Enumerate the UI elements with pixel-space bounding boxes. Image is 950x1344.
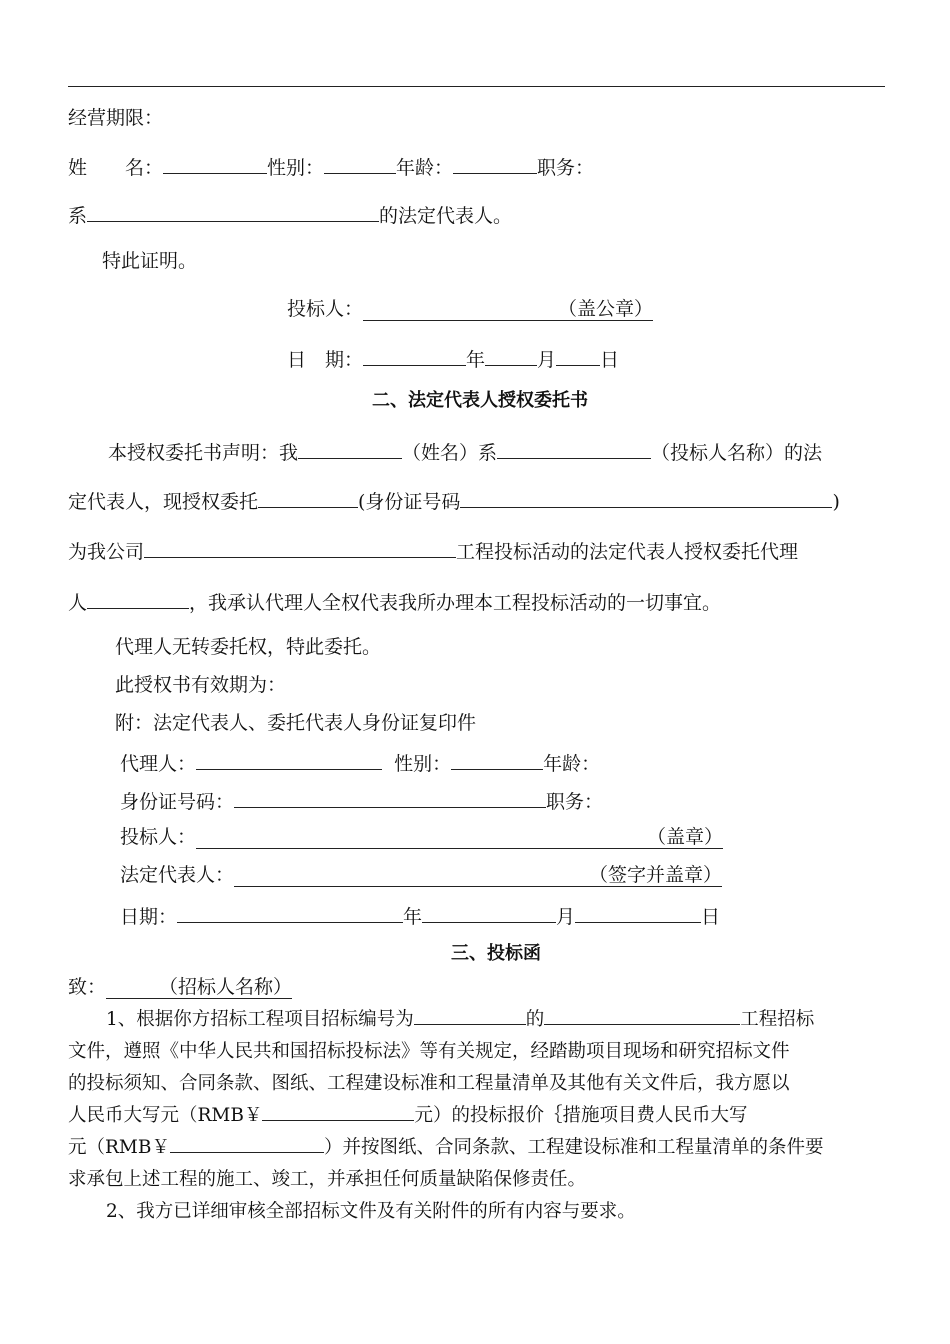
- letter-p1-l6: 求承包上述工程的施工、竣工，并承担任何质量缺陷保修责任。: [68, 1169, 587, 1190]
- company-blank[interactable]: [87, 201, 379, 222]
- auth-p1-c: （投标人名称）的法: [651, 442, 823, 464]
- auth-p3-a: 为我公司: [68, 541, 145, 563]
- auth-id-blank[interactable]: [460, 487, 832, 508]
- cert-seal-note: （盖公章）: [558, 298, 654, 320]
- position-label: 职务：: [537, 157, 595, 179]
- auth-bidder-blank[interactable]: [497, 438, 651, 459]
- letter-p1-l1-c: 工程招标: [740, 1009, 815, 1030]
- auth-bidder-row: [120, 825, 723, 849]
- letter-to-row: [68, 975, 292, 999]
- cert-year: 年: [466, 349, 486, 371]
- legal-rep-suffix: 的法定代表人。: [379, 205, 513, 227]
- letter-p1-l4: [68, 1100, 880, 1132]
- hereby-certify: 特此证明。: [102, 250, 198, 272]
- auth-p1-a: 本授权委托书声明：我: [108, 442, 299, 464]
- agent-row: [120, 749, 600, 776]
- cert-month-blank[interactable]: [485, 345, 537, 366]
- legal-rep-row: [68, 201, 512, 228]
- auth-p1-b: （姓名）系: [402, 442, 498, 464]
- letter-p1-l3: 的投标须知、合同条款、图纸、工程建设标准和工程量清单及其他有关文件后，我方愿以: [68, 1073, 790, 1094]
- age-blank[interactable]: [453, 153, 537, 174]
- cert-date-row: [287, 345, 619, 372]
- project-name-blank[interactable]: [544, 1004, 740, 1025]
- letter-p1-l5-b: ）并按图纸、合同条款、工程建设标准和工程量清单的条件要: [323, 1137, 824, 1158]
- agent-position-label: 职务：: [546, 791, 604, 813]
- agent-id-row: [120, 787, 603, 814]
- auth-p4-a: 人: [68, 592, 88, 614]
- auth-legal-rep-blank[interactable]: [234, 864, 722, 887]
- cert-bidder-blank[interactable]: [363, 298, 653, 321]
- letter-p1-l2: 文件，遵照《中华人民共和国招标投标法》等有关规定，经踏勘项目现场和研究招标文件: [68, 1041, 790, 1062]
- auth-p4-b: ，我承认代理人全权代表我所办理本工程投标活动的一切事宜。: [189, 592, 722, 614]
- auth-p3: [68, 537, 798, 564]
- tender-no-blank[interactable]: [414, 1004, 526, 1025]
- bid-price-blank[interactable]: [262, 1100, 414, 1121]
- agent-label: 代理人：: [120, 753, 197, 775]
- cert-year-blank[interactable]: [363, 345, 466, 366]
- letter-p1-l4-b: 元）的投标报价｛措施项目费人民币大写: [414, 1105, 748, 1126]
- cert-day: 日: [600, 349, 620, 371]
- auth-heading: 二、法定代表人授权委托书: [372, 390, 588, 411]
- name-blank[interactable]: [163, 153, 267, 174]
- cert-bidder-label: 投标人：: [287, 298, 364, 320]
- auth-year-blank[interactable]: [177, 902, 403, 923]
- auth-project-blank[interactable]: [144, 537, 456, 558]
- auth-p2-a: 定代表人，现授权委托: [68, 491, 259, 513]
- letter-p1-l4-a: 人民币大写元（RMB￥: [68, 1105, 263, 1126]
- xi-text: 系: [68, 205, 88, 227]
- auth-attachment: 附：法定代表人、委托代表人身份证复印件: [115, 712, 477, 734]
- agent-age-label: 年龄：: [543, 753, 601, 775]
- auth-p2: [68, 487, 840, 514]
- letter-body: [68, 1004, 880, 1228]
- auth-month-blank[interactable]: [422, 902, 556, 923]
- letter-to-value: （招标人名称）: [159, 976, 293, 998]
- auth-p3-b: 工程投标活动的法定代表人授权委托代理: [456, 541, 799, 563]
- auth-day: 日: [701, 906, 721, 928]
- letter-p2: 2、我方已详细审核全部招标文件及有关附件的所有内容与要求。: [106, 1201, 636, 1222]
- agent-gender-blank[interactable]: [451, 749, 543, 770]
- agent-gender-label: 性别：: [394, 753, 452, 775]
- name-row: [68, 153, 594, 180]
- auth-p1: [108, 438, 822, 465]
- cert-month: 月: [537, 349, 557, 371]
- auth-p2-b: (身份证号码: [358, 491, 461, 513]
- agent-id-blank[interactable]: [234, 787, 546, 808]
- cert-bidder-row: [287, 297, 653, 321]
- auth-month: 月: [556, 906, 576, 928]
- agent-id-label: 身份证号码：: [120, 791, 235, 813]
- auth-legal-rep-row: [120, 863, 722, 887]
- auth-date-label: 日期：: [120, 906, 178, 928]
- letter-p1-l5: [68, 1132, 880, 1164]
- gender-blank[interactable]: [324, 153, 396, 174]
- auth-p2-c: ): [832, 491, 840, 513]
- letter-p1-l1: [68, 1004, 880, 1036]
- letter-p1-l5-a: 元（RMB￥: [68, 1137, 170, 1158]
- auth-name-blank[interactable]: [298, 438, 402, 459]
- auth-seal-note: （盖章）: [647, 826, 724, 848]
- auth-agent2-blank[interactable]: [87, 588, 189, 609]
- auth-p4: [68, 588, 721, 615]
- letter-to-label: 致：: [68, 976, 107, 998]
- auth-year: 年: [403, 906, 423, 928]
- auth-date-row: [120, 902, 720, 929]
- letter-to-blank[interactable]: [106, 976, 292, 999]
- header-rule: [68, 86, 885, 87]
- letter-p1-l1-b: 的: [525, 1009, 545, 1030]
- cert-date-label: 日 期：: [287, 349, 364, 371]
- auth-bidder-sig-blank[interactable]: [196, 826, 723, 849]
- age-label: 年龄：: [396, 157, 454, 179]
- letter-p1-l1-a: 1、根据你方招标工程项目招标编号为: [106, 1009, 414, 1030]
- auth-agent-blank[interactable]: [258, 487, 358, 508]
- auth-bidder-label: 投标人：: [120, 826, 197, 848]
- term-label: 经营期限：: [68, 107, 164, 129]
- gender-label: 性别：: [267, 157, 325, 179]
- auth-day-blank[interactable]: [575, 902, 701, 923]
- auth-validity: 此授权书有效期为：: [115, 674, 287, 696]
- measure-fee-blank[interactable]: [170, 1132, 324, 1153]
- name-label: 姓 名：: [68, 157, 164, 179]
- auth-legal-rep-label: 法定代表人：: [120, 864, 235, 886]
- letter-heading: 三、投标函: [451, 943, 541, 964]
- agent-blank[interactable]: [196, 749, 382, 770]
- auth-no-sub: 代理人无转委托权，特此委托。: [115, 636, 382, 658]
- auth-sign-note: （签字并盖章）: [589, 864, 723, 886]
- cert-day-blank[interactable]: [556, 345, 600, 366]
